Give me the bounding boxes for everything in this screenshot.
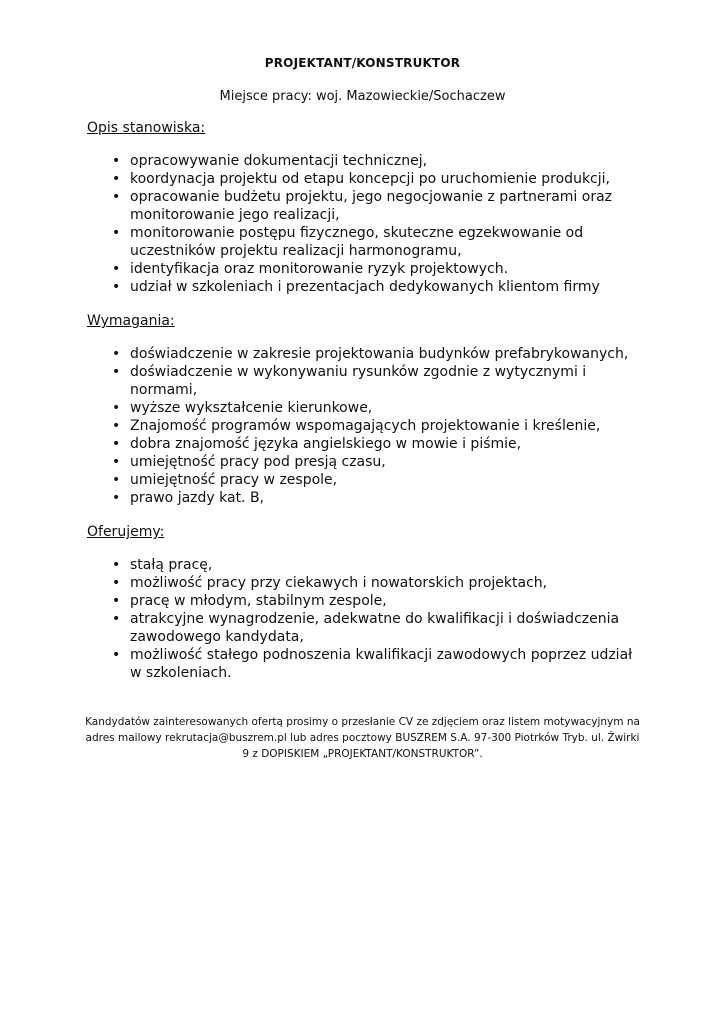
bullet-icon: • [112, 472, 121, 488]
list-item-text: doświadczenie w zakresie projektowania budynków prefabrykowanych, [130, 346, 629, 362]
list-item-text: opracowanie budżetu projektu, jego negocjowanie z partnerami oraz monitorowanie jego realizacji, [130, 189, 613, 223]
bullet-icon: • [112, 454, 121, 470]
list-item [108, 489, 648, 507]
list-item-text: atrakcyjne wynagrodzenie, adekwatne do kwalifikacji i doświadczenia zawodowego kandydata, [130, 611, 620, 645]
bullet-icon: • [112, 611, 121, 627]
list-item [108, 417, 648, 435]
description-list [108, 152, 648, 296]
bullet-icon: • [112, 575, 121, 591]
bullet-icon: • [112, 364, 121, 380]
section-heading-requirements: Wymagania: [87, 313, 175, 329]
list-item-text: Znajomość programów wspomagających projektowanie i kreślenie, [130, 418, 601, 434]
list-item [108, 556, 648, 574]
list-item [108, 610, 648, 646]
bullet-icon: • [112, 171, 121, 187]
bullet-icon: • [112, 225, 121, 241]
bullet-icon: • [112, 647, 121, 663]
bullet-icon: • [112, 346, 121, 362]
bullet-icon: • [112, 189, 121, 205]
bullet-icon: • [112, 153, 121, 169]
list-item [108, 574, 648, 592]
list-item [108, 453, 648, 471]
job-location: Miejsce pracy: woj. Mazowieckie/Sochaczew [219, 89, 506, 104]
list-item-text: identyfikacja oraz monitorowanie ryzyk projektowych. [130, 261, 509, 277]
requirements-list [108, 345, 648, 507]
list-item-text: umiejętność pracy w zespole, [130, 472, 338, 488]
bullet-icon: • [112, 593, 121, 609]
list-item-text: dobra znajomość języka angielskiego w mowie i piśmie, [130, 436, 522, 452]
application-instructions: Kandydatów zainteresowanych ofertą prosimy o przesłanie CV ze zdjęciem oraz listem motywacyjnym na adres mailowy rekrutacja@buszrem.pl lub adres pocztowy BUSZREM S.A. 97-300 Piotrków Tryb. ul. Żwirki 9 z DOPISKIEM „PROJEKTANT/KONSTRUKTOR”. [85, 716, 640, 760]
list-item-text: udział w szkoleniach i prezentacjach dedykowanych klientom firmy [130, 279, 600, 295]
list-item [108, 260, 648, 278]
list-item-text: stałą pracę, [130, 557, 213, 573]
bullet-icon: • [112, 436, 121, 452]
list-item [108, 471, 648, 489]
list-item [108, 435, 648, 453]
list-item [108, 399, 648, 417]
list-item-text: możliwość stałego podnoszenia kwalifikacji zawodowych poprzez udział w szkoleniach. [130, 647, 633, 681]
bullet-icon: • [112, 400, 121, 416]
list-item-text: możliwość pracy przy ciekawych i nowatorskich projektach, [130, 575, 548, 591]
offer-list [108, 556, 648, 682]
list-item [108, 170, 648, 188]
list-item [108, 646, 648, 682]
bullet-icon: • [112, 261, 121, 277]
bullet-icon: • [112, 490, 121, 506]
list-item-text: prawo jazdy kat. B, [130, 490, 265, 506]
page-title: PROJEKTANT/KONSTRUKTOR [264, 56, 461, 70]
list-item-text: wyższe wykształcenie kierunkowe, [130, 400, 373, 416]
list-item-text: umiejętność pracy pod presją czasu, [130, 454, 386, 470]
list-item [108, 592, 648, 610]
list-item-text: pracę w młodym, stabilnym zespole, [130, 593, 387, 609]
list-item-text: doświadczenie w wykonywaniu rysunków zgodnie z wytycznymi i normami, [130, 364, 587, 398]
bullet-icon: • [112, 279, 121, 295]
list-item-text: monitorowanie postępu fizycznego, skuteczne egzekwowanie od uczestników projektu realizacji harmonogramu, [130, 225, 584, 259]
list-item [108, 152, 648, 170]
section-heading-description: Opis stanowiska: [87, 120, 206, 136]
list-item [108, 224, 648, 260]
bullet-icon: • [112, 557, 121, 573]
list-item [108, 345, 648, 363]
list-item [108, 363, 648, 399]
list-item-text: opracowywanie dokumentacji technicznej, [130, 153, 428, 169]
list-item [108, 188, 648, 224]
section-heading-offer: Oferujemy: [87, 524, 165, 540]
list-item [108, 278, 648, 296]
bullet-icon: • [112, 418, 121, 434]
list-item-text: koordynacja projektu od etapu koncepcji po uruchomienie produkcji, [130, 171, 610, 187]
